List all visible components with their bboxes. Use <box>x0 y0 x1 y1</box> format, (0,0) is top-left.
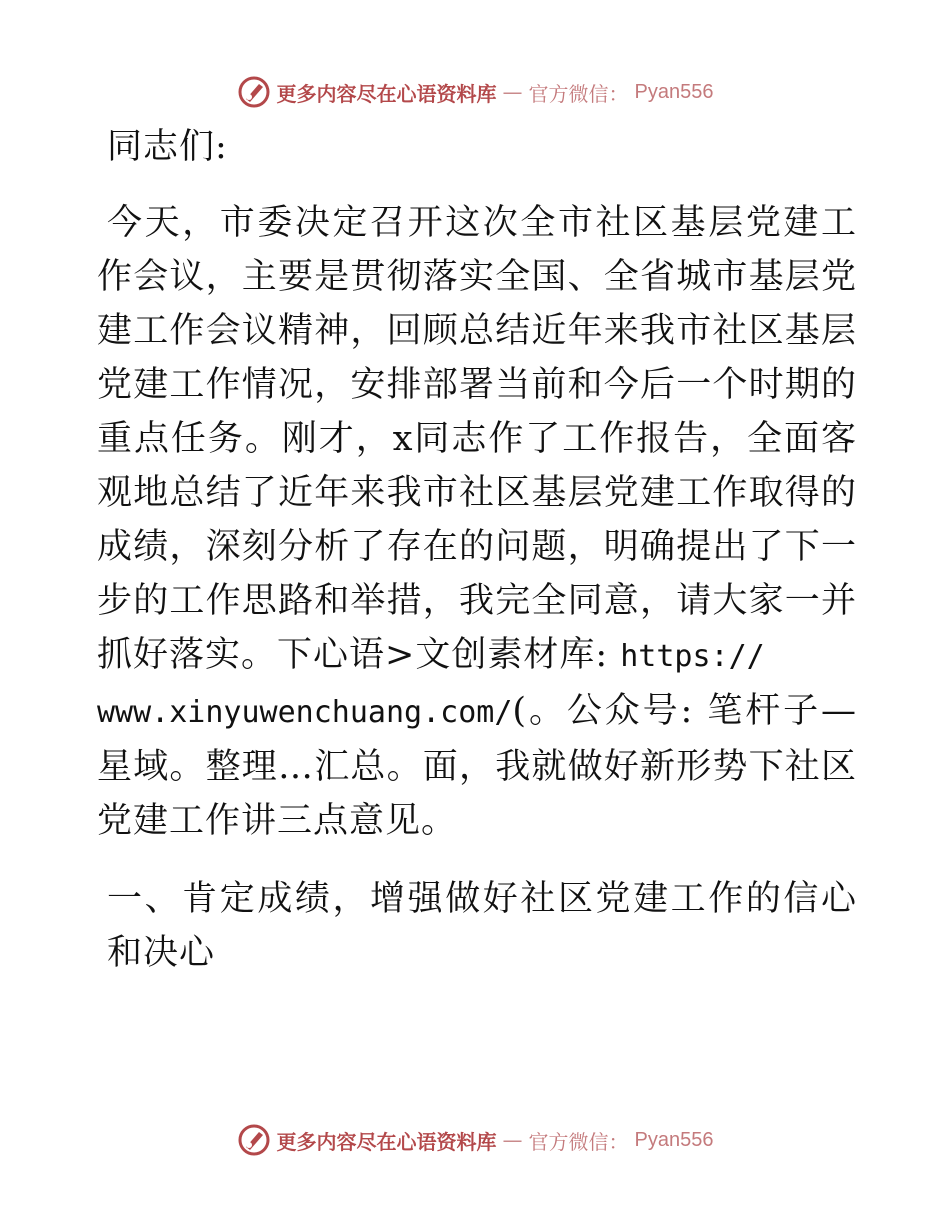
watermark-wechat-label: 官方微信： <box>528 1129 629 1154</box>
url-part-a: https:// <box>620 639 765 674</box>
watermark-site-text: 更多内容尽在心语资料库 <box>276 81 497 106</box>
document-body <box>97 120 857 980</box>
watermark-wechat-label: 官方微信： <box>528 81 629 106</box>
watermark-dash: — <box>502 80 523 104</box>
watermark-wechat-id: Pyan556 <box>634 1128 714 1151</box>
header-watermark <box>0 72 950 112</box>
watermark-site-text: 更多内容尽在心语资料库 <box>276 1129 497 1154</box>
greeting: 同志们: <box>107 127 228 167</box>
paragraph-text-1: 今天，市委决定召开这次全市社区基层党建工作会议，主要是贯彻落实全国、全省城市基层党建工作会议精神，回顾总结近年来我市社区基层党建工作情况，安排部署当前和今后一个时期的重点任务。刚才，x同志作了工作报告，全面客观地总结了近年来我市社区基层党建工作取得的成绩，深刻分析了存在的问题，明确提出了下一步的工作思路和举措，我完全同意，请大家一并抓好落实。下心语>文创素材库: <box>97 203 857 675</box>
url-part-b: www.xinyuwenchuang.com/ <box>97 695 513 730</box>
opening-paragraph <box>97 196 857 848</box>
footer-watermark <box>0 1120 950 1160</box>
watermark-dash: — <box>502 1128 523 1152</box>
section-heading-1: 一、肯定成绩，增强做好社区党建工作的信心和决心 <box>107 879 857 973</box>
watermark-wechat-id: Pyan556 <box>634 80 714 103</box>
pen-logo-icon <box>237 1123 271 1157</box>
pen-logo-icon <box>237 75 271 109</box>
paragraph-text-2: (。公众号: 笔杆子—星域。整理…汇总。面，我就做好新形势下社区党建工作讲三点意见。 <box>97 691 857 841</box>
